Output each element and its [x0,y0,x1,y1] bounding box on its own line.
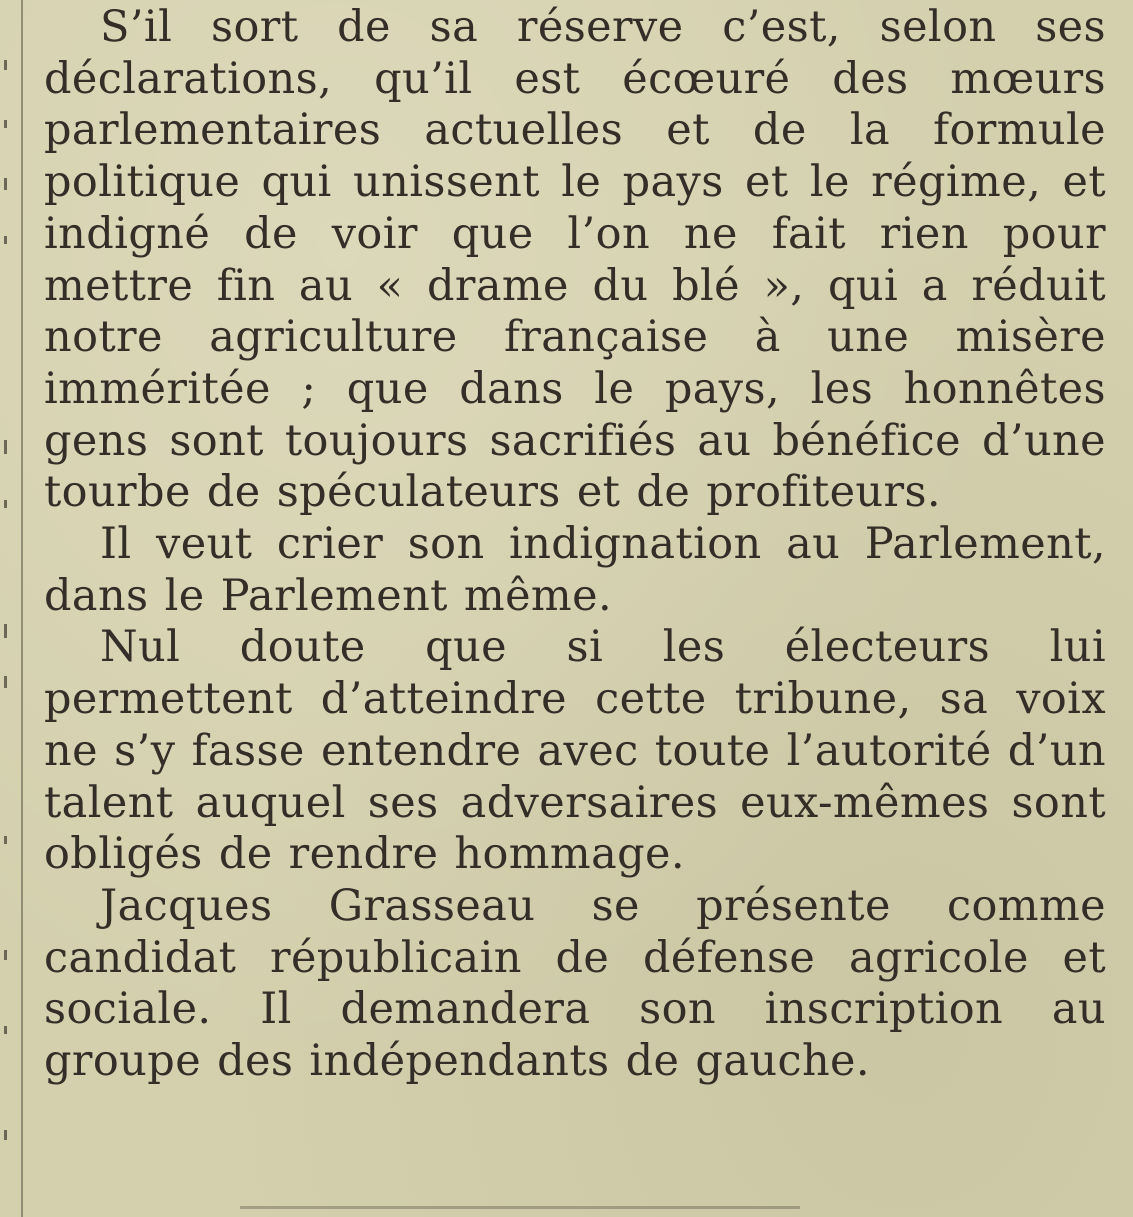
margin-mark [4,500,7,508]
margin-mark [4,624,7,638]
margin-mark [4,1026,7,1034]
margin-mark [4,950,7,960]
paragraph-3: Nul doute que si les électeurs lui permettent d’atteindre cette tribune, sa voix ne s’y fasse entendre avec toute l’autorité d’un talent auquel ses adversaires eux-mêmes sont obligés de rendre hommage. [44,622,1106,880]
margin-mark [4,60,7,70]
margin-mark [4,836,7,844]
paragraph-1: S’il sort de sa réserve c’est, selon ses déclarations, qu’il est écœuré des mœurs parlementaires actuelles et de la formule politique qui unissent le pays et le régime, et indigné de voir que l’on ne fait rien pour mettre fin au « drame du blé », qui a réduit notre agriculture française à une misère imméritée ; que dans le pays, les honnêtes gens sont toujours sacrifiés au bénéfice d’une tourbe de spéculateurs et de profiteurs. [44,2,1106,518]
margin-mark [4,120,7,128]
margin-mark [4,178,7,190]
margin-mark [4,236,7,244]
article-body [44,2,1106,1088]
column-rule [21,0,23,1217]
margin-mark [4,1130,7,1140]
paragraph-4: Jacques Grasseau se présente comme candidat républicain de défense agricole et sociale. Il demandera son inscription au groupe des indépendants de gauche. [44,880,1106,1087]
margin-mark [4,676,7,688]
margin-mark [4,440,7,454]
paragraph-2: Il veut crier son indignation au Parlement, dans le Parlement même. [44,519,1106,621]
section-divider [240,1206,800,1209]
